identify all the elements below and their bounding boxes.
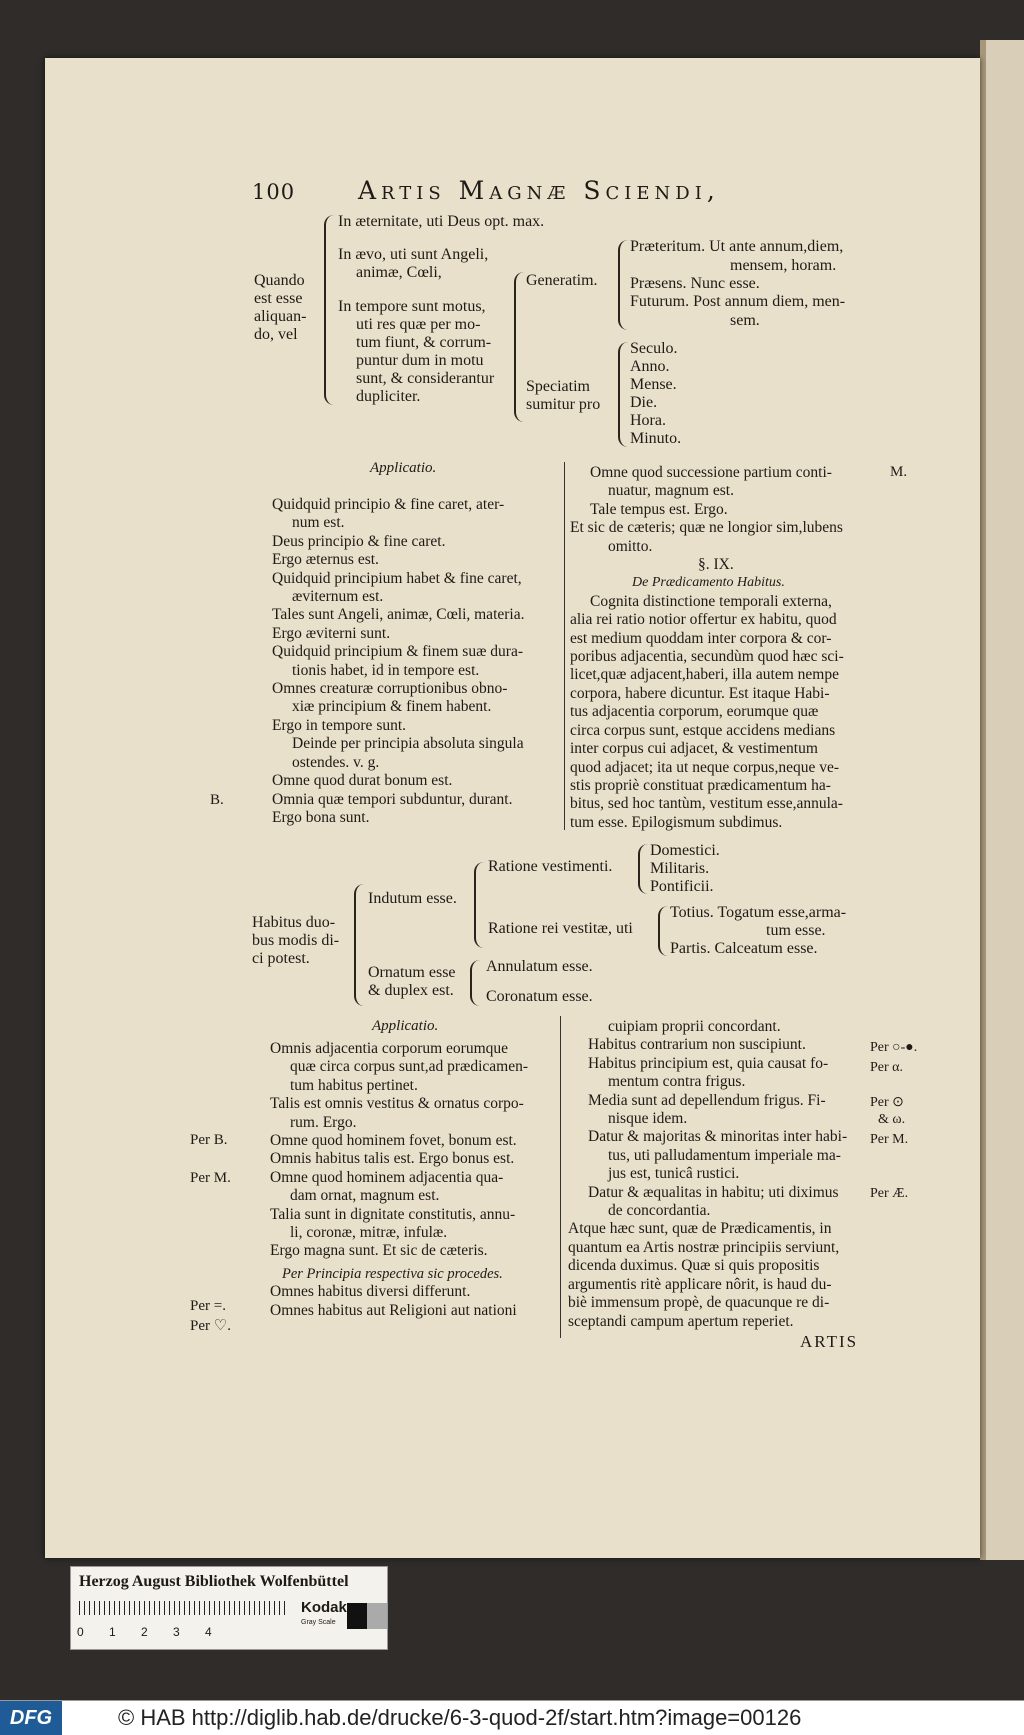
- vestimenti-item: Domestici.: [650, 842, 720, 859]
- text-line: Ergo æviterni sunt.: [272, 624, 391, 642]
- brace: [324, 215, 334, 405]
- ornatum-item: Coronatum esse.: [486, 988, 593, 1005]
- text-line: rum. Ergo.: [290, 1113, 357, 1131]
- margin-note: Per =.: [190, 1298, 226, 1314]
- root-line: ci potest.: [252, 950, 310, 967]
- root-line: Quando: [254, 272, 305, 289]
- branch-line: puntur dum in motu: [356, 352, 484, 369]
- generatim-item: sem.: [730, 312, 760, 329]
- text-line: mentum contra frigus.: [608, 1073, 746, 1091]
- text-line: Ergo magna sunt. Et sic de cæteris.: [270, 1242, 488, 1260]
- text-line: tum esse. Epilogismum subdimus.: [570, 813, 783, 831]
- catchword: ARTIS: [800, 1332, 859, 1351]
- text-line: stis propriè constituat prædicamentum ha-: [570, 776, 831, 794]
- column-rule: [564, 462, 565, 830]
- sub-heading: Per Principia respectiva sic procedes.: [282, 1265, 503, 1282]
- left-column-2: [270, 1040, 528, 1320]
- text-line: quæ circa corpus sunt,ad prædicamen-: [290, 1058, 529, 1076]
- text-line: de concordantia.: [608, 1202, 711, 1220]
- brace: [638, 844, 648, 894]
- text-line: Omnes creaturæ corruptionibus obno-: [272, 680, 508, 698]
- scale-ruler: [79, 1601, 289, 1615]
- left-column-1: [272, 496, 524, 827]
- root-line: aliquan-: [254, 308, 307, 325]
- ornatum-label: & duplex est.: [368, 982, 454, 999]
- text-line: jus est, tunicâ rustici.: [608, 1165, 740, 1183]
- text-line: Quidquid principium & finem suæ dura-: [272, 643, 523, 661]
- adjacent-page-edge: [980, 40, 1024, 1560]
- text-line: Datur & æqualitas in habitu; uti diximus: [588, 1183, 839, 1201]
- indutum-label: Indutum esse.: [368, 890, 457, 907]
- generatim-item: Præteritum. Ut ante annum,diem,: [630, 238, 844, 255]
- rei-item: Partis. Calceatum esse.: [670, 940, 818, 957]
- library-name: Herzog August Bibliothek Wolfenbüttel: [79, 1573, 349, 1590]
- text-line: Omne quod hominem fovet, bonum est.: [270, 1132, 517, 1150]
- text-line: Datur & majoritas & minoritas inter habi-: [588, 1128, 848, 1146]
- branch-line: In tempore sunt motus,: [338, 298, 486, 315]
- text-line: bitus, sed hoc tantùm, vestitum esse,annula-: [570, 795, 843, 813]
- text-line: Omne quod successione partium conti-: [590, 464, 832, 481]
- speciatim-item: Die.: [630, 394, 658, 411]
- brace: [618, 342, 628, 447]
- text-line: ostendes. v. g.: [292, 753, 380, 771]
- ornatum-label: Ornatum esse: [368, 964, 456, 981]
- text-line: Cognita distinctione temporali externa,: [590, 592, 832, 610]
- margin-note: Per α.: [870, 1060, 903, 1075]
- vestimenti-item: Militaris.: [650, 860, 710, 877]
- vestimenti-item: Pontificii.: [650, 878, 714, 895]
- ratione-rei: Ratione rei vestitæ, uti: [488, 920, 633, 937]
- text-line: nisque idem.: [608, 1110, 688, 1128]
- column-rule: [560, 1016, 561, 1338]
- branch-line: tum fiunt, & corrum-: [356, 334, 492, 351]
- text-line: Omnis habitus talis est. Ergo bonus est.: [270, 1150, 515, 1168]
- dfg-logo[interactable]: DFG: [0, 1701, 62, 1735]
- speciatim-label: Speciatim: [526, 378, 590, 395]
- speciatim-item: Mense.: [630, 376, 677, 393]
- text-line: Ergo in tempore sunt.: [272, 716, 407, 734]
- branch-line: In ævo, uti sunt Angeli,: [338, 246, 489, 263]
- gray-swatch: [347, 1603, 367, 1629]
- text-line: licet,quæ adjacent,haberi, illa autem nempe: [570, 666, 839, 684]
- brace: [470, 960, 480, 1006]
- text-line: Media sunt ad depellendum frigus. Fi-: [588, 1091, 826, 1109]
- applicatio-heading: Applicatio.: [372, 1018, 439, 1034]
- ruler-numbers: 0 1 2 3 4: [77, 1625, 212, 1639]
- margin-note: Per M.: [190, 1170, 231, 1186]
- ornatum-item: Annulatum esse.: [486, 958, 593, 975]
- applicatio-heading: Applicatio.: [370, 460, 437, 476]
- text-line: quod adjacet; ita ut neque corpus,neque ve-: [570, 758, 839, 776]
- right-column-2: [568, 1018, 847, 1331]
- kodak-label: Kodak: [301, 1599, 347, 1616]
- margin-note: Per ⊙: [870, 1095, 904, 1110]
- text-line: tus adjacentia corporum, eorumque quæ: [570, 703, 819, 721]
- text-line: Omne quod hominem adjacentia qua-: [270, 1168, 504, 1186]
- running-title: Artis Magnæ Sciendi,: [358, 176, 720, 205]
- text-line: Ergo æternus est.: [272, 551, 379, 569]
- text-line: æviternum est.: [292, 588, 384, 606]
- brace: [514, 272, 524, 422]
- text-line: Habitus principium est, quia causat fo-: [588, 1054, 829, 1072]
- speciatim-item: Seculo.: [630, 340, 678, 357]
- margin-note: Per M.: [870, 1132, 909, 1147]
- branch-line: dupliciter.: [356, 388, 421, 405]
- branch-line: sunt, & considerantur: [356, 370, 495, 387]
- source-credit-link[interactable]: © HAB http://diglib.hab.de/drucke/6-3-quod-2f/start.htm?image=00126: [118, 1705, 802, 1730]
- rei-item: tum esse.: [766, 922, 826, 939]
- text-line: omitto.: [608, 537, 653, 555]
- text-line: Quidquid principium habet & fine caret,: [272, 569, 522, 587]
- text-line: tus, uti palludamentum imperiale ma-: [608, 1146, 841, 1164]
- margin-note: M.: [890, 464, 908, 480]
- margin-note: Per ♡.: [190, 1318, 231, 1334]
- rei-item: Totius. Togatum esse,arma-: [670, 904, 847, 921]
- text-line: circa corpus sunt, estque accidens medians: [570, 721, 836, 739]
- generatim-label: Generatim.: [526, 272, 598, 289]
- text-line: nuatur, magnum est.: [608, 482, 734, 500]
- page-number: 100: [252, 180, 296, 204]
- right-column-1: [570, 464, 844, 832]
- gray-swatch: [367, 1603, 387, 1629]
- viewer-footer: [0, 1700, 1024, 1735]
- gray-scale-label: Gray Scale: [301, 1619, 336, 1626]
- margin-note: & ω.: [878, 1112, 906, 1127]
- text-line: Omnes habitus aut Religioni aut nationi: [270, 1301, 517, 1319]
- text-line: poribus adjacentia, secundùm quod hæc sci-: [570, 648, 844, 666]
- generatim-item: Præsens. Nunc esse.: [630, 275, 760, 292]
- text-line: sceptandi campum apertum reperiet.: [568, 1312, 794, 1330]
- root-line: do, vel: [254, 326, 298, 343]
- text-line: inter corpus cui adjacet, & vestimentum: [570, 740, 818, 758]
- text-line: argumentis ritè applicare nôrit, is haud du-: [568, 1275, 832, 1293]
- generatim-item: mensem, horam.: [730, 257, 837, 274]
- text-line: Quidquid principio & fine caret, ater-: [272, 496, 505, 513]
- brace: [354, 884, 364, 1006]
- speciatim-label: sumitur pro: [526, 396, 601, 413]
- margin-note: B.: [210, 792, 224, 808]
- margin-note: Per B.: [190, 1132, 228, 1148]
- ratione-vestimenti: Ratione vestimenti.: [488, 858, 613, 875]
- text-line: quantum ea Artis nostræ principiis serviunt,: [568, 1238, 840, 1256]
- text-line: Atque hæc sunt, quæ de Prædicamentis, in: [568, 1220, 832, 1238]
- text-line: Habitus contrarium non suscipiunt.: [588, 1036, 806, 1054]
- text-line: biè immensum propè, de quacunque re di-: [568, 1294, 830, 1312]
- branch-line: In æternitate, uti Deus opt. max.: [338, 213, 545, 230]
- text-line: num est.: [292, 514, 345, 532]
- speciatim-item: Anno.: [630, 358, 670, 375]
- text-line: Omnes habitus diversi differunt.: [270, 1283, 471, 1301]
- branch-line: uti res quæ per mo-: [356, 316, 481, 333]
- root-line: Habitus duo-: [252, 914, 336, 931]
- text-line: tionis habet, id in tempore est.: [292, 661, 480, 679]
- margin-note: Per ○-●.: [870, 1040, 918, 1055]
- margin-note: Per Æ.: [870, 1186, 909, 1201]
- text-line: Omnia quæ tempori subduntur, durant.: [272, 790, 513, 808]
- text-line: xiæ principium & finem habent.: [292, 698, 492, 716]
- speciatim-item: Hora.: [630, 412, 666, 429]
- root-line: est esse: [254, 290, 303, 307]
- text-line: alia rei ratio notior offertur ex habitu, quod: [570, 611, 837, 629]
- brace: [658, 906, 668, 956]
- text-line: Talis est omnis vestitus & ornatus corpo-: [270, 1095, 524, 1113]
- library-color-card: [70, 1566, 388, 1650]
- text-line: corpora, habere dicuntur. Est itaque Habi-: [570, 684, 830, 702]
- section-title: De Prædicamento Habitus.: [632, 575, 785, 591]
- section-number: §. IX.: [698, 556, 734, 574]
- branch-line: animæ, Cœli,: [356, 264, 442, 281]
- text-line: Tale tempus est. Ergo.: [590, 500, 728, 518]
- text-line: Et sic de cæteris; quæ ne longior sim,lubens: [570, 519, 843, 537]
- text-line: Talia sunt in dignitate constitutis, annu-: [270, 1205, 516, 1223]
- text-line: li, coronæ, mitræ, infulæ.: [290, 1224, 448, 1242]
- text-line: tum habitus pertinet.: [290, 1076, 418, 1094]
- root-line: bus modis di-: [252, 932, 340, 949]
- text-line: cuipiam proprii concordant.: [608, 1018, 781, 1035]
- text-line: Omnis adjacentia corporum eorumque: [270, 1040, 509, 1057]
- generatim-item: Futurum. Post annum diem, men-: [630, 293, 846, 310]
- brace: [618, 240, 628, 330]
- text-line: Deus principio & fine caret.: [272, 532, 446, 550]
- text-line: dicenda duximus. Quæ si quis propositis: [568, 1257, 820, 1275]
- text-line: Omne quod durat bonum est.: [272, 772, 453, 790]
- text-line: Deinde per principia absoluta singula: [292, 735, 524, 753]
- speciatim-item: Minuto.: [630, 430, 682, 447]
- text-line: Tales sunt Angeli, animæ, Cœli, materia.: [272, 606, 525, 624]
- text-line: est medium quoddam inter corpora & cor-: [570, 629, 832, 647]
- text-line: Ergo bona sunt.: [272, 808, 370, 826]
- text-line: dam ornat, magnum est.: [290, 1187, 440, 1205]
- brace: [474, 862, 484, 948]
